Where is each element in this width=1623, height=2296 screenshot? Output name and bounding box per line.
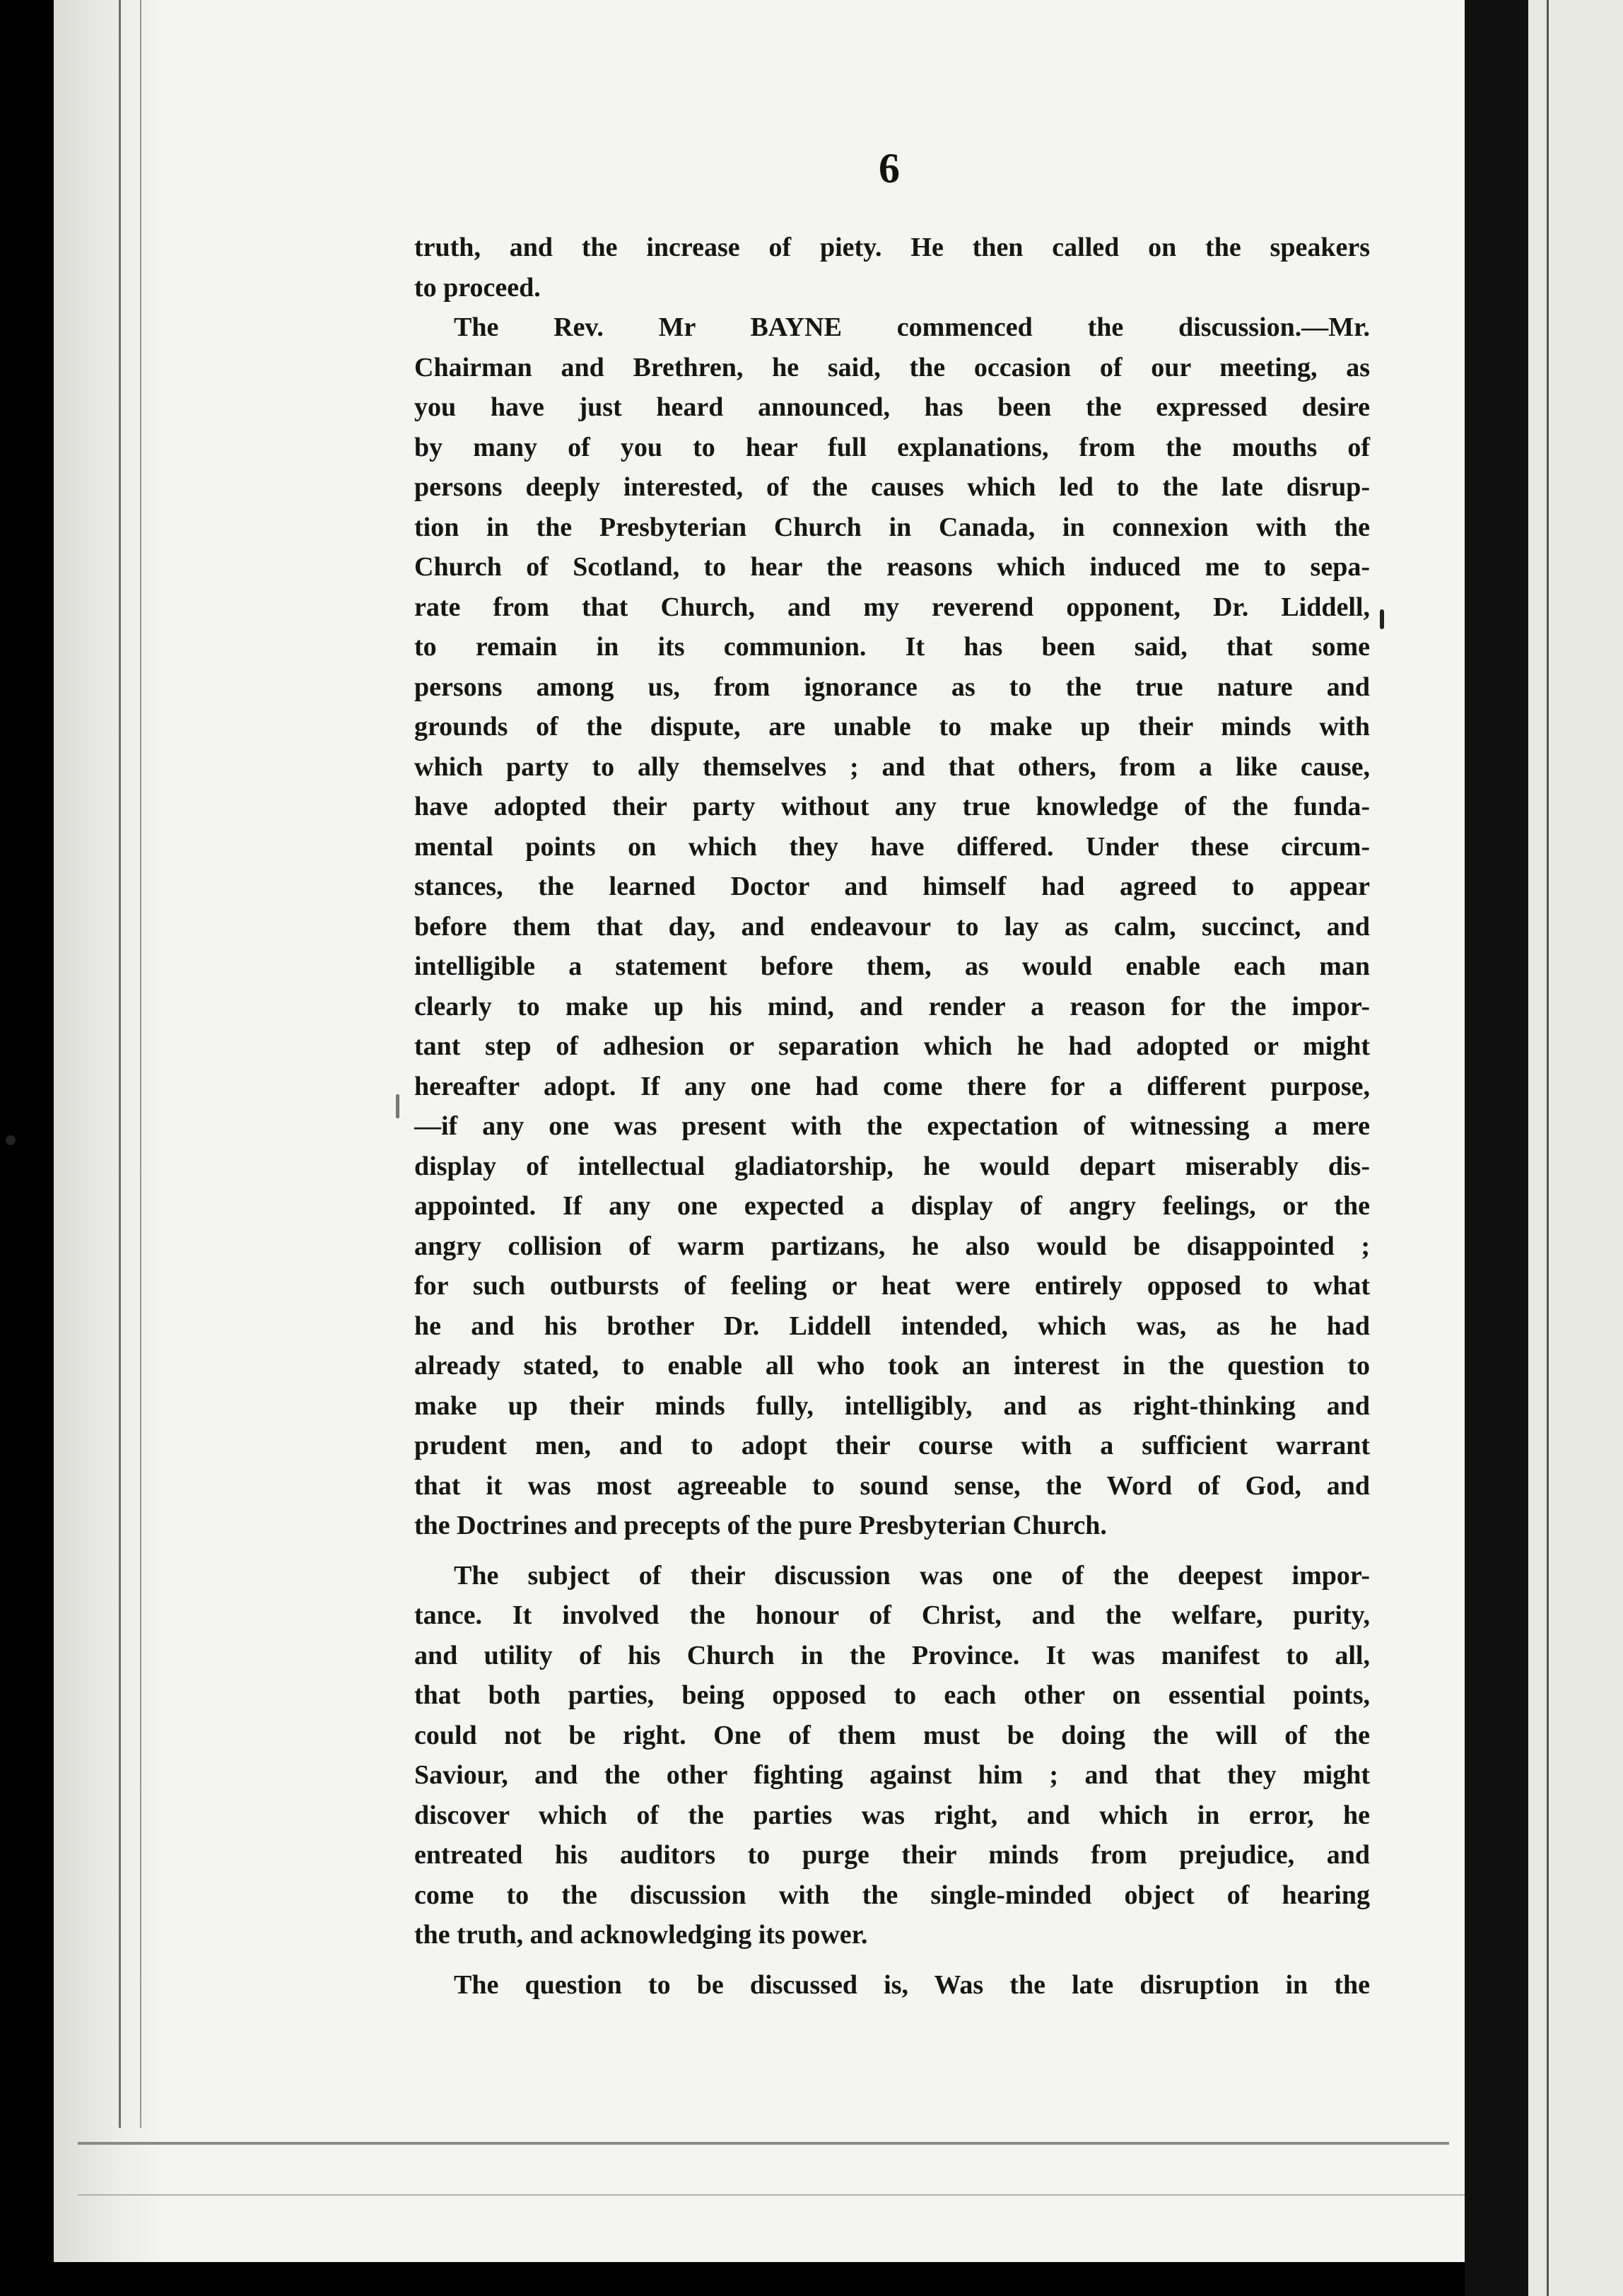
text-line: grounds of the dispute, are unable to make up their minds with	[414, 712, 1370, 742]
text-line: mental points on which they have differed. Under these circum-	[414, 831, 1370, 862]
text-line: he and his brother Dr. Liddell intended, which was, as he had	[414, 1311, 1370, 1341]
adjacent-page-edge	[1528, 0, 1623, 2296]
text-line: tion in the Presbyterian Church in Canada, in connexion with the	[414, 512, 1370, 542]
text-line: The subject of their discussion was one of the deepest impor-	[454, 1560, 1370, 1591]
page-number: 6	[879, 145, 900, 192]
scan-speck	[1380, 609, 1384, 629]
text-line: the Doctrines and precepts of the pure Presbyterian Church.	[414, 1511, 1107, 1540]
text-line: Chairman and Brethren, he said, the occasion of our meeting, as	[414, 352, 1370, 382]
text-line: truth, and the increase of piety. He then called on the speakers	[414, 233, 1370, 262]
text-line: that it was most agreeable to sound sense, the Word of God, and	[414, 1470, 1370, 1501]
text-line: intelligible a statement before them, as would enable each man	[414, 951, 1370, 981]
text-line: discover which of the parties was right, and which in error, he	[414, 1800, 1370, 1830]
text-line: the truth, and acknowledging its power.	[414, 1920, 868, 1950]
text-line: come to the discussion with the single-minded object of hearing	[414, 1880, 1370, 1910]
text-line: clearly to make up his mind, and render a reason for the impor-	[414, 991, 1370, 1021]
body-text	[414, 228, 1370, 2005]
text-line: Saviour, and the other fighting against him ; and that they might	[414, 1760, 1370, 1790]
text-line: tant step of adhesion or separation which he had adopted or might	[414, 1031, 1370, 1061]
text-line: angry collision of warm partizans, he also would be disappointed ;	[414, 1231, 1370, 1261]
text-line: to remain in its communion. It has been said, that some	[414, 632, 1370, 662]
page-bottom-edge	[78, 2142, 1449, 2145]
page-border-line	[140, 0, 141, 2128]
paragraph-gap	[414, 1546, 1370, 1556]
text-line: —if any one was present with the expectation of witnessing a mere	[414, 1111, 1370, 1141]
text-line: for such outbursts of feeling or heat were entirely opposed to what	[414, 1271, 1370, 1301]
page-left-edge-shading	[54, 0, 167, 2262]
text-line: which party to ally themselves ; and that others, from a like cause,	[414, 751, 1370, 782]
text-line: display of intellectual gladiatorship, he would depart miserably dis-	[414, 1151, 1370, 1181]
text-line: prudent men, and to adopt their course with a sufficient warrant	[414, 1431, 1370, 1460]
text-line: you have just heard announced, has been the expressed desire	[414, 392, 1370, 422]
text-line: before them that day, and endeavour to lay as calm, succinct, and	[414, 911, 1370, 942]
text-line: hereafter adopt. If any one had come there for a different purpose,	[414, 1071, 1370, 1101]
text-line: make up their minds fully, intelligibly, and as right-thinking and	[414, 1390, 1370, 1421]
page-border-line	[119, 0, 121, 2128]
text-line: stances, the learned Doctor and himself had agreed to appear	[414, 872, 1370, 901]
paragraph-gap	[414, 1955, 1370, 1965]
text-line: persons deeply interested, of the causes which led to the late disrup-	[414, 472, 1370, 502]
book-gutter	[1465, 0, 1528, 2296]
page-bottom-edge	[78, 2194, 1477, 2196]
text-line: already stated, to enable all who took an interest in the question to	[414, 1351, 1370, 1381]
text-line: and utility of his Church in the Province. It was manifest to all,	[414, 1640, 1370, 1670]
scan-speck	[6, 1135, 16, 1145]
scan-speck	[396, 1094, 399, 1118]
text-line: by many of you to hear full explanations, from the mouths of	[414, 432, 1370, 462]
text-line: entreated his auditors to purge their minds from prejudice, and	[414, 1840, 1370, 1870]
text-line: rate from that Church, and my reverend opponent, Dr. Liddell,	[414, 592, 1370, 622]
text-line: appointed. If any one expected a display of angry feelings, or the	[414, 1191, 1370, 1221]
text-line: could not be right. One of them must be doing the will of the	[414, 1720, 1370, 1750]
text-line: The question to be discussed is, Was the late disruption in the	[454, 1969, 1370, 2000]
adjacent-page-border	[1547, 0, 1549, 2296]
text-line: that both parties, being opposed to each other on essential points,	[414, 1680, 1370, 1710]
text-line: Church of Scotland, to hear the reasons which induced me to sepa-	[414, 552, 1370, 582]
text-line: to proceed.	[414, 272, 541, 303]
text-line: have adopted their party without any true knowledge of the funda-	[414, 792, 1370, 821]
text-line: persons among us, from ignorance as to the true nature and	[414, 672, 1370, 702]
text-line: The Rev. Mr BAYNE commenced the discussion.—Mr.	[454, 312, 1370, 342]
text-line: tance. It involved the honour of Christ, and the welfare, purity,	[414, 1600, 1370, 1630]
